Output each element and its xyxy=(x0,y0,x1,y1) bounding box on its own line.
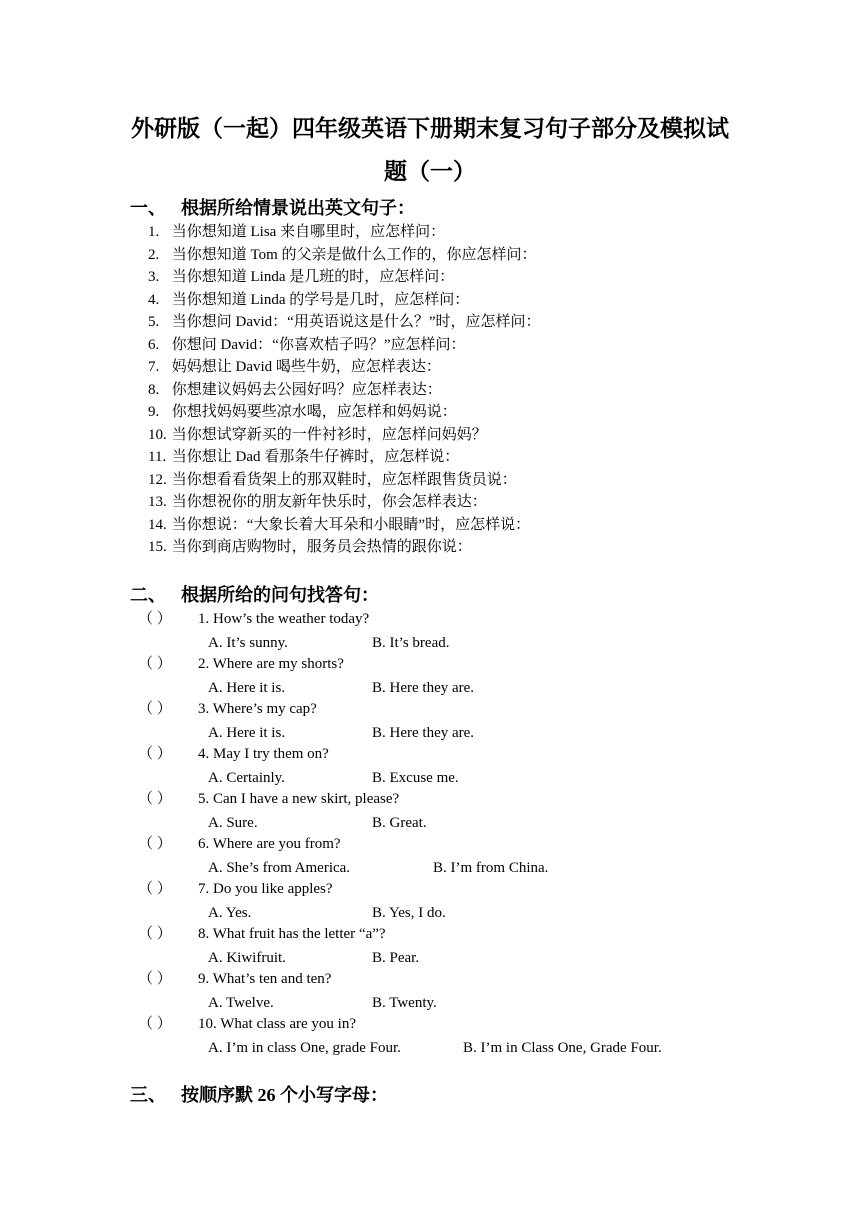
option-a: A. Sure. xyxy=(208,815,258,831)
s1-item: 2. 当你想知道 Tom 的父亲是做什么工作的，你应怎样问： xyxy=(148,247,537,263)
section1-title: 根据所给情景说出英文句子： xyxy=(181,198,415,218)
option-a: A. Here it is. xyxy=(208,680,286,696)
option-a: A. It’s sunny. xyxy=(208,635,288,651)
s1-item: 6. 你想问 David：“你喜欢桔子吗？”应怎样问： xyxy=(148,337,466,353)
option-a: A. Certainly. xyxy=(208,770,285,786)
s1-item: 10. 当你想试穿新买的一件衬衫时，应怎样问妈妈？ xyxy=(148,427,487,443)
section1-number: 一、 xyxy=(130,198,166,218)
section3-title: 按顺序默 26 个小写字母： xyxy=(181,1085,388,1105)
s2-question: （ ） 4. May I try them on? xyxy=(138,743,329,765)
s1-item: 12. 当你想看看货架上的那双鞋时，应怎样跟售货员说： xyxy=(148,472,517,488)
s1-item: 3. 当你想知道 Linda 是几班的时，应怎样问： xyxy=(148,269,455,285)
s1-item: 7. 妈妈想让 David 喝些牛奶，应怎样表达： xyxy=(148,359,441,375)
option-b: B. Pear. xyxy=(372,950,420,966)
s1-item: 11. 当你想让 Dad 看那条牛仔裤时，应怎样说： xyxy=(148,449,460,465)
option-b: B. Great. xyxy=(372,815,427,831)
s2-question: （ ） 6. Where are you from? xyxy=(138,833,341,855)
s1-item: 4. 当你想知道 Linda 的学号是几时，应怎样问： xyxy=(148,292,470,308)
s1-item: 5. 当你想问 David：“用英语说这是什么？”时，应怎样问： xyxy=(148,314,541,330)
s1-item: 13. 当你想祝你的朋友新年快乐时，你会怎样表达： xyxy=(148,494,487,510)
answer-blank[interactable]: （ ） xyxy=(138,746,172,762)
answer-blank[interactable]: （ ） xyxy=(138,791,172,807)
option-b: B. Here they are. xyxy=(372,680,475,696)
option-a: A. Twelve. xyxy=(208,995,274,1011)
s2-question: （ ） 9. What’s ten and ten? xyxy=(138,968,331,990)
s1-item: 1. 当你想知道 Lisa 来自哪里时，应怎样问： xyxy=(148,224,446,240)
answer-blank[interactable]: （ ） xyxy=(138,1016,172,1032)
s2-question: （ ） 1. How’s the weather today? xyxy=(138,608,369,630)
section3-number: 三、 xyxy=(130,1085,166,1105)
option-a: A. Yes. xyxy=(208,905,252,921)
answer-blank[interactable]: （ ） xyxy=(138,971,172,987)
s1-item: 14. 当你想说：“大象长着大耳朵和小眼睛”时，应怎样说： xyxy=(148,517,531,533)
s1-item: 9. 你想找妈妈要些凉水喝，应怎样和妈妈说： xyxy=(148,404,457,420)
option-b: B. I’m from China. xyxy=(433,860,549,876)
option-a: A. Here it is. xyxy=(208,725,286,741)
answer-blank[interactable]: （ ） xyxy=(138,701,172,717)
answer-blank[interactable]: （ ） xyxy=(138,836,172,852)
option-b: B. It’s bread. xyxy=(372,635,450,651)
section3-heading xyxy=(130,1083,388,1107)
s2-question: （ ） 7. Do you like apples? xyxy=(138,878,333,900)
option-a: A. Kiwifruit. xyxy=(208,950,286,966)
section2-number: 二、 xyxy=(130,585,166,605)
s2-question: （ ） 2. Where are my shorts? xyxy=(138,653,344,675)
option-b: B. I’m in Class One, Grade Four. xyxy=(463,1040,662,1056)
s2-question: （ ） 5. Can I have a new skirt, please? xyxy=(138,788,399,810)
section2-heading xyxy=(130,583,379,607)
option-b: B. Yes, I do. xyxy=(372,905,446,921)
answer-blank[interactable]: （ ） xyxy=(138,881,172,897)
option-b: B. Excuse me. xyxy=(372,770,459,786)
s2-question: （ ） 3. Where’s my cap? xyxy=(138,698,317,720)
option-b: B. Here they are. xyxy=(372,725,475,741)
answer-blank[interactable]: （ ） xyxy=(138,656,172,672)
section2-title: 根据所给的问句找答句： xyxy=(181,585,379,605)
option-a: A. I’m in class One, grade Four. xyxy=(208,1040,401,1056)
doc-title-line2: 题（一） xyxy=(384,159,476,184)
s2-question: （ ） 8. What fruit has the letter “a”? xyxy=(138,923,386,945)
s1-item: 15. 当你到商店购物时，服务员会热情的跟你说： xyxy=(148,539,472,555)
section1-heading xyxy=(130,196,415,220)
doc-title-line1: 外研版（一起）四年级英语下册期末复习句子部分及模拟试 xyxy=(131,116,729,141)
answer-blank[interactable]: （ ） xyxy=(138,611,172,627)
s1-item: 8. 你想建议妈妈去公园好吗？应怎样表达： xyxy=(148,382,442,398)
option-b: B. Twenty. xyxy=(372,995,437,1011)
option-a: A. She’s from America. xyxy=(208,860,351,876)
answer-blank[interactable]: （ ） xyxy=(138,926,172,942)
s2-question: （ ） 10. What class are you in? xyxy=(138,1013,356,1035)
